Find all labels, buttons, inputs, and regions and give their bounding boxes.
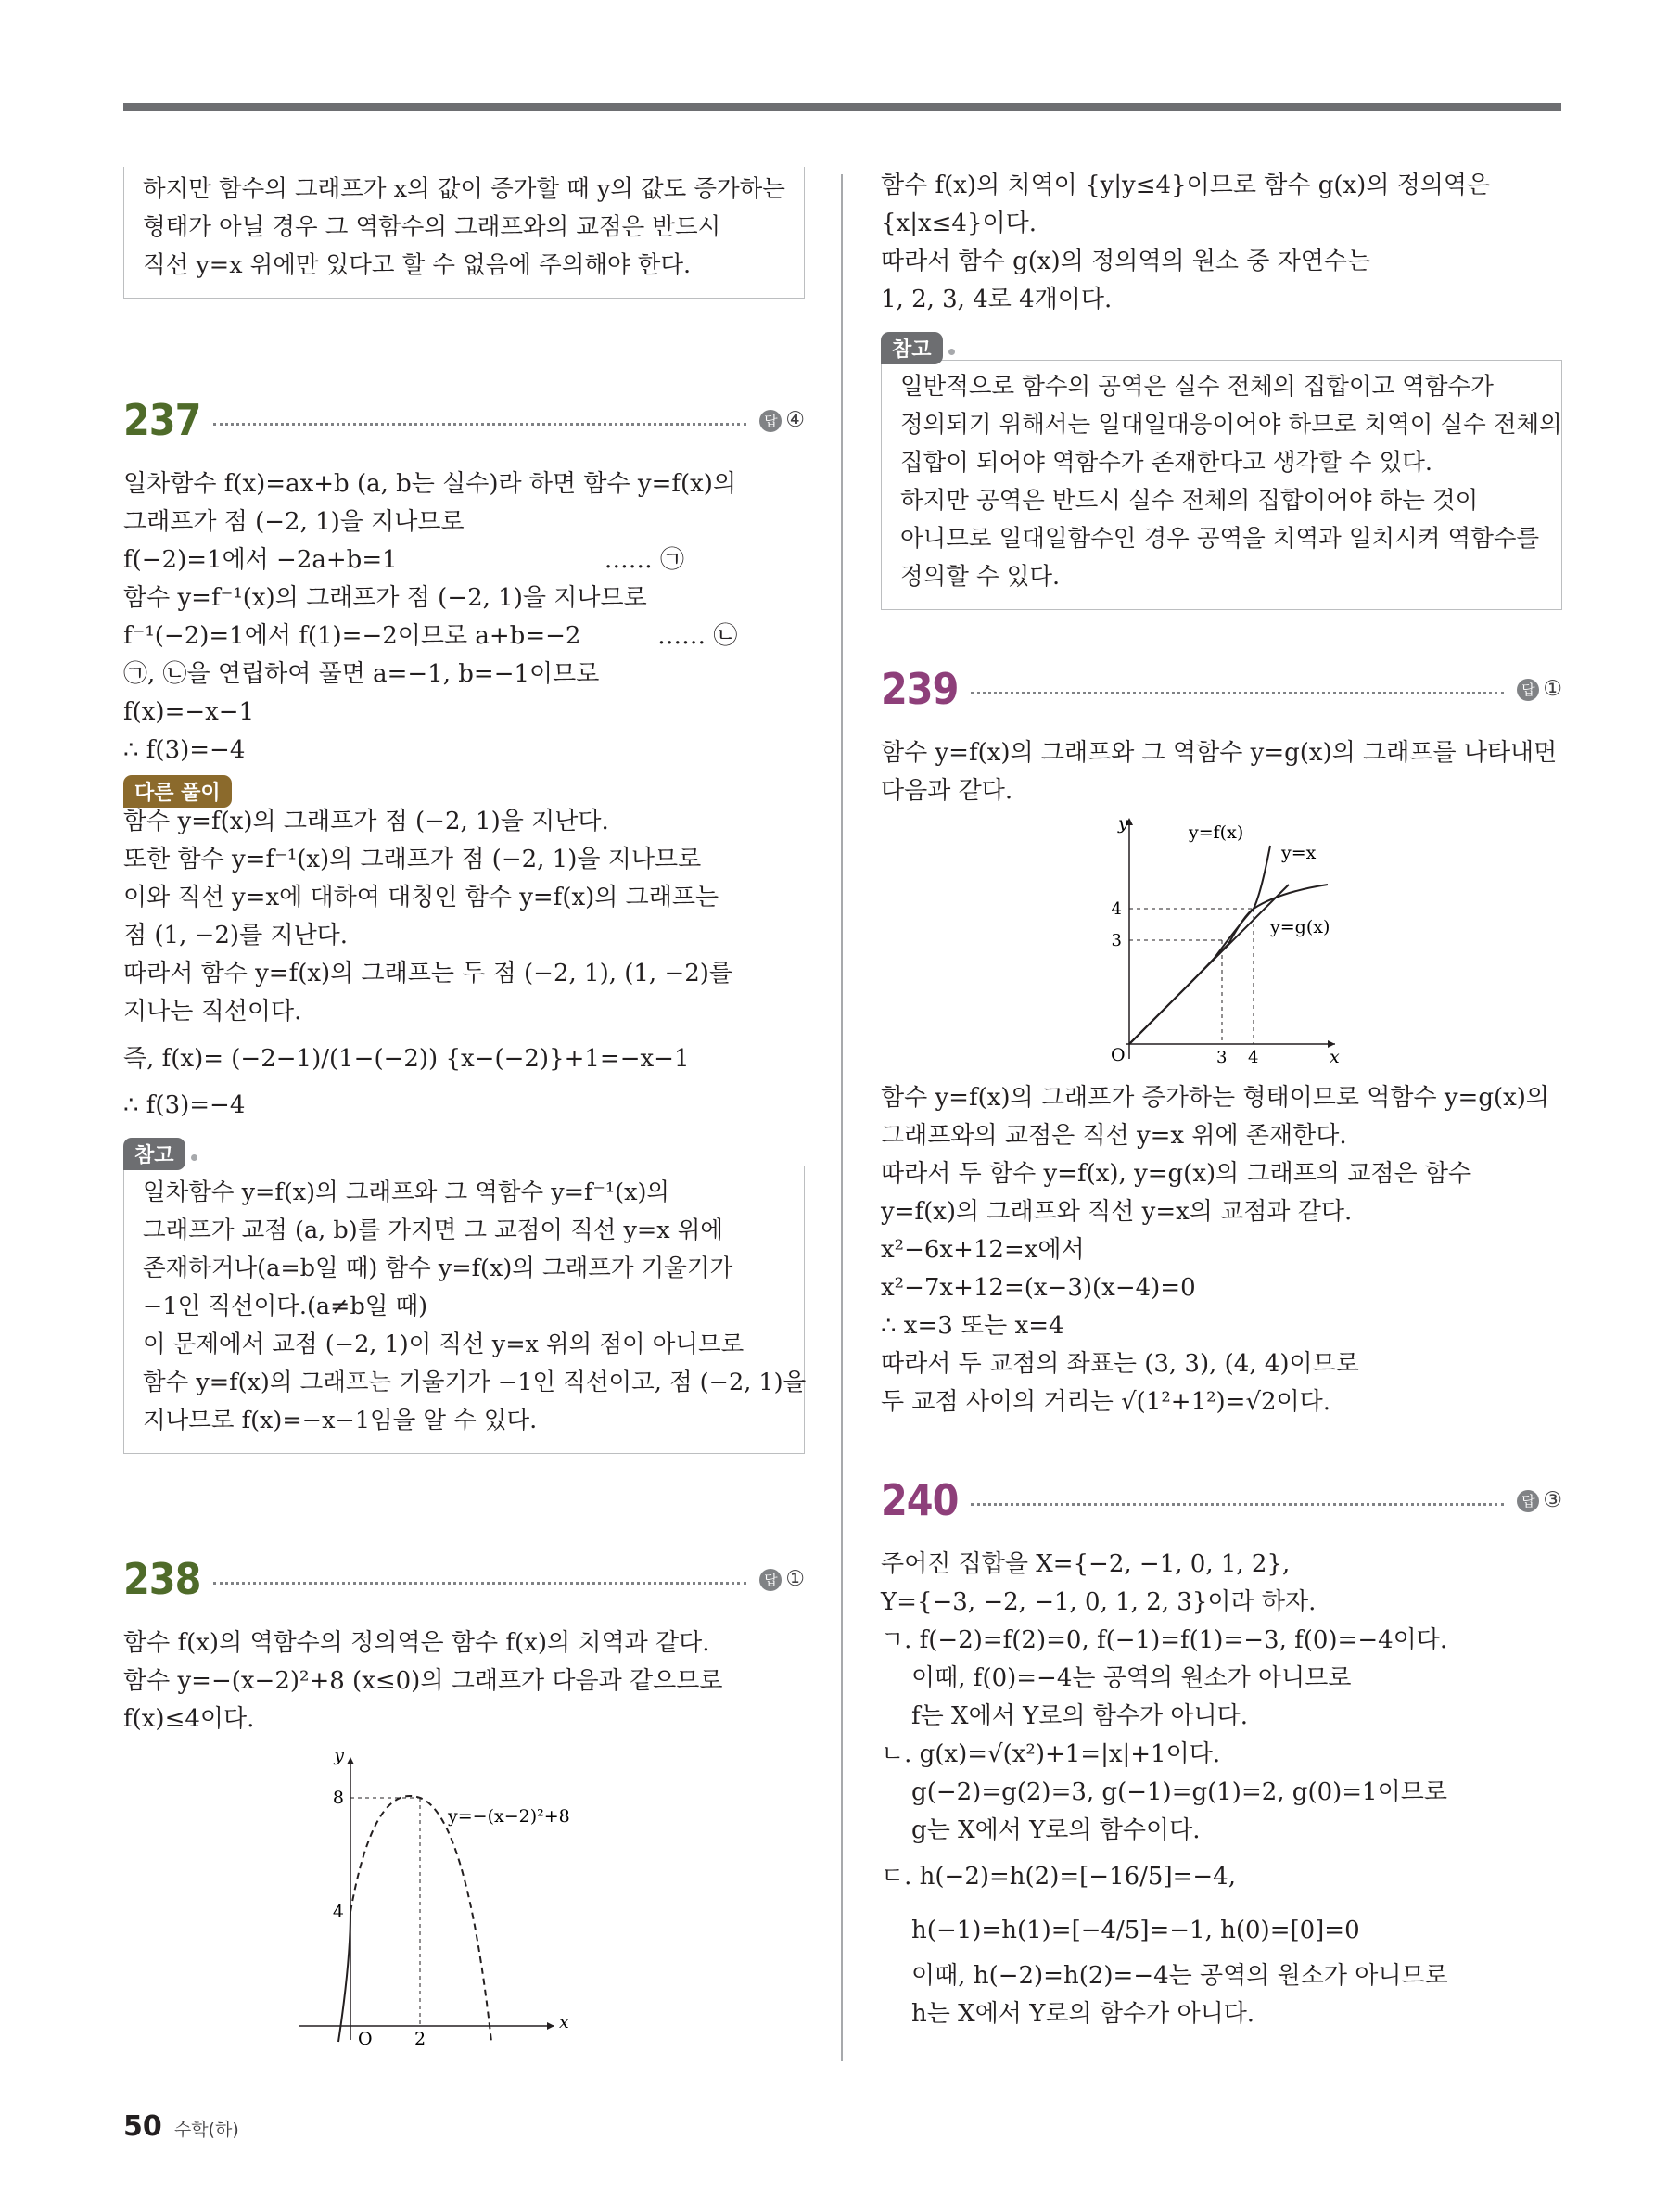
text-line: 이때, f(0)=−4는 공역의 원소가 아니므로 (881, 1664, 1352, 1692)
answer-icon: 답 (759, 1569, 782, 1591)
answer-value: ① (785, 1567, 805, 1591)
problem-239-header (881, 656, 1562, 721)
f-curve (1129, 846, 1270, 1044)
text-line: ㄱ. f(−2)=f(2)=0, f(−1)=f(1)=−3, f(0)=−4이다. (881, 1626, 1448, 1654)
problem-number: 239 (881, 664, 959, 714)
text-line: ∴ x=3 또는 x=4 (881, 1312, 1064, 1340)
note-tag: 참고 (881, 332, 943, 364)
text-line: 일차함수 y=f(x)의 그래프와 그 역함수 y=f⁻¹(x)의 (143, 1178, 670, 1206)
text-line: ∴ f(3)=−4 (123, 1091, 246, 1119)
line-label: y=x (1281, 843, 1317, 863)
text-line: 직선 y=x 위에만 있다고 할 수 없음에 주의해야 한다. (143, 251, 692, 279)
x-axis-label: x (559, 2012, 569, 2032)
text-line: h(−1)=h(1)=[−4/5]=−1, h(0)=[0]=0 (881, 1917, 1360, 1944)
text-line: 지나므로 f(x)=−x−1임을 알 수 있다. (143, 1407, 538, 1434)
text-line: 이 문제에서 교점 (−2, 1)이 직선 y=x 위의 점이 아니므로 (143, 1331, 745, 1358)
right-column (881, 167, 1562, 2033)
y-tick: 3 (1111, 931, 1122, 950)
answer-badge (759, 408, 805, 432)
text-line: 따라서 함수 y=f(x)의 그래프는 두 점 (−2, 1), (1, −2)를 (123, 960, 733, 987)
text-line: x²−6x+12=x에서 (881, 1236, 1085, 1264)
answer-badge (1517, 677, 1562, 701)
text-line: Y={−3, −2, −1, 0, 1, 2, 3}이라 하자. (881, 1588, 1317, 1616)
dashed-curve (350, 1796, 491, 2042)
text-line: 집합이 되어야 역함수가 존재한다고 생각할 수 있다. (900, 449, 1433, 477)
text-line: 하지만 공역은 반드시 실수 전체의 집합이어야 하는 것이 (900, 487, 1479, 515)
f-curve-label: y=f(x) (1189, 822, 1244, 843)
text-line: 다음과 같다. (881, 777, 1013, 805)
text-line: 정의되기 위해서는 일대일대응이어야 하므로 치역이 실수 전체의 (900, 411, 1562, 439)
text-line: 함수 y=f(x)의 그래프는 기울기가 −1인 직선이고, 점 (−2, 1)을 (143, 1369, 807, 1396)
text-line: f(x)≤4이다. (123, 1705, 255, 1733)
origin-label: O (358, 2029, 373, 2045)
g-curve-label: y=g(x) (1270, 917, 1330, 937)
text-line: f⁻¹(−2)=1에서 f(1)=−2이므로 a+b=−2 …… ㉡ (123, 622, 738, 650)
text-line: 하지만 함수의 그래프가 x의 값이 증가할 때 y의 값도 증가하는 (143, 175, 785, 203)
text-line: ㄷ. h(−2)=h(2)=[−16/5]=−4, (881, 1863, 1236, 1891)
column-divider (841, 174, 843, 2061)
text-line: 그래프가 교점 (a, b)를 가지면 그 교점이 직선 y=x 위에 (143, 1217, 724, 1244)
solid-curve (338, 1912, 350, 2042)
dotted-leader (213, 423, 746, 426)
text-line: 함수 y=f(x)의 그래프와 그 역함수 y=g(x)의 그래프를 나타내면 (881, 739, 1558, 767)
text-line: 그래프와의 교점은 직선 y=x 위에 존재한다. (881, 1122, 1347, 1150)
x-arrow (547, 2022, 554, 2030)
text-line: 따라서 두 함수 y=f(x), y=g(x)의 그래프의 교점은 함수 (881, 1160, 1472, 1188)
text-line: 또한 함수 y=f⁻¹(x)의 그래프가 점 (−2, 1)을 지나므로 (123, 846, 702, 873)
text-line: {x|x≤4}이다. (881, 210, 1037, 237)
problem-237-header (123, 388, 805, 452)
alt-solution-tag: 다른 풀이 (123, 775, 232, 808)
text-line: f(x)=−x−1 (123, 698, 255, 726)
text-line: ㄴ. g(x)=√(x²)+1=|x|+1이다. (881, 1740, 1221, 1768)
text-line: y=f(x)의 그래프와 직선 y=x의 교점과 같다. (881, 1198, 1353, 1226)
x-axis-label: x (1330, 1047, 1340, 1067)
answer-icon: 답 (1517, 1490, 1539, 1512)
text-line: 함수 y=f⁻¹(x)의 그래프가 점 (−2, 1)을 지나므로 (123, 584, 647, 612)
page-footer (123, 2110, 239, 2143)
y-tick: 4 (332, 1902, 344, 1922)
page-number: 50 (123, 2110, 162, 2143)
answer-icon: 답 (759, 410, 782, 432)
origin-label: O (1111, 1045, 1126, 1065)
text-line: 이와 직선 y=x에 대하여 대칭인 함수 y=f(x)의 그래프는 (123, 884, 719, 911)
top-rule (123, 103, 1561, 111)
dotted-leader (213, 1582, 746, 1585)
left-column (123, 167, 805, 2045)
text-line: 함수 y=f(x)의 그래프가 점 (−2, 1)을 지난다. (123, 808, 609, 835)
text-line: 점 (1, −2)를 지난다. (123, 922, 349, 949)
x-tick: 3 (1216, 1048, 1228, 1067)
answer-value: ③ (1543, 1488, 1562, 1512)
note-box-238 (881, 360, 1562, 610)
text-line: 존재하거나(a=b일 때) 함수 y=f(x)의 그래프가 기울기가 (143, 1255, 733, 1282)
intro-note-box (123, 167, 805, 299)
problem-number: 238 (123, 1554, 201, 1604)
text-line: 함수 f(x)의 역함수의 정의역은 함수 f(x)의 치역과 같다. (123, 1629, 710, 1657)
answer-value: ① (1543, 677, 1562, 701)
answer-icon: 답 (1517, 679, 1539, 701)
problem-number: 240 (881, 1475, 959, 1525)
y-tick: 8 (332, 1788, 344, 1808)
text-line: ㉠, ㉡을 연립하여 풀면 a=−1, b=−1이므로 (123, 660, 600, 688)
text-line: 주어진 집합을 X={−2, −1, 0, 1, 2}, (881, 1550, 1291, 1578)
dotted-leader (971, 692, 1504, 694)
tag-dot (948, 349, 955, 355)
note-box-237 (123, 1166, 805, 1454)
text-line: 지나는 직선이다. (123, 998, 302, 1025)
answer-value: ④ (785, 408, 805, 432)
text-line: 일반적으로 함수의 공역은 실수 전체의 집합이고 역함수가 (900, 373, 1494, 401)
inverse-function-graph (881, 810, 1562, 1079)
problem-240-header (881, 1468, 1562, 1533)
answer-badge (759, 1567, 805, 1591)
parabola-graph (123, 1739, 805, 2045)
book-title: 수학(하) (173, 2120, 239, 2140)
tag-dot (191, 1154, 197, 1161)
problem-number: 237 (123, 395, 201, 445)
text-line: 즉, f(x)= (−2−1)/(1−(−2)) {x−(−2)}+1=−x−1 (123, 1045, 690, 1073)
y-axis-label: y (334, 1745, 344, 1765)
text-line: 두 교점 사이의 거리는 √(1²+1²)=√2이다. (881, 1388, 1331, 1416)
text-line: 형태가 아닐 경우 그 역함수의 그래프와의 교점은 반드시 (143, 213, 721, 241)
text-line: 따라서 두 교점의 좌표는 (3, 3), (4, 4)이므로 (881, 1350, 1359, 1378)
text-line: 일차함수 f(x)=ax+b (a, b는 실수)라 하면 함수 y=f(x)의 (123, 470, 737, 498)
text-line: ∴ f(3)=−4 (123, 736, 246, 764)
text-line: g는 X에서 Y로의 함수이다. (881, 1816, 1201, 1844)
text-line: 정의할 수 있다. (900, 563, 1061, 591)
text-line: 이때, h(−2)=h(2)=−4는 공역의 원소가 아니므로 (881, 1962, 1448, 1990)
text-line: 1, 2, 3, 4로 4개이다. (881, 286, 1113, 313)
dotted-leader (971, 1503, 1504, 1506)
text-line: 따라서 함수 g(x)의 정의역의 원소 중 자연수는 (881, 248, 1371, 275)
text-line: 함수 y=−(x−2)²+8 (x≤0)의 그래프가 다음과 같으므로 (123, 1667, 723, 1695)
text-line: 아니므로 일대일함수인 경우 공역을 치역과 일치시켜 역함수를 (900, 525, 1540, 553)
note-tag: 참고 (123, 1138, 185, 1170)
y-arrow (347, 1757, 354, 1764)
y-tick: 4 (1111, 899, 1122, 919)
text-line: f는 X에서 Y로의 함수가 아니다. (881, 1702, 1248, 1730)
text-line: g(−2)=g(2)=3, g(−1)=g(1)=2, g(0)=1이므로 (881, 1778, 1447, 1806)
answer-badge (1517, 1488, 1562, 1512)
problem-238-header (123, 1547, 805, 1611)
y-axis-label: y (1118, 813, 1128, 834)
x-tick: 2 (414, 2029, 426, 2045)
text-line: f(−2)=1에서 −2a+b=1 …… ㉠ (123, 546, 685, 574)
text-line: x²−7x+12=(x−3)(x−4)=0 (881, 1274, 1196, 1302)
text-line: 그래프가 점 (−2, 1)을 지나므로 (123, 508, 465, 536)
text-line: −1인 직선이다.(a≠b일 때) (143, 1293, 428, 1320)
text-line: h는 X에서 Y로의 함수가 아니다. (881, 2000, 1255, 2028)
x-tick: 4 (1248, 1048, 1259, 1067)
text-line: 함수 f(x)의 치역이 {y|y≤4}이므로 함수 g(x)의 정의역은 (881, 172, 1491, 199)
curve-label: y=−(x−2)²+8 (448, 1806, 570, 1827)
text-line: 함수 y=f(x)의 그래프가 증가하는 형태이므로 역함수 y=g(x)의 (881, 1084, 1550, 1112)
